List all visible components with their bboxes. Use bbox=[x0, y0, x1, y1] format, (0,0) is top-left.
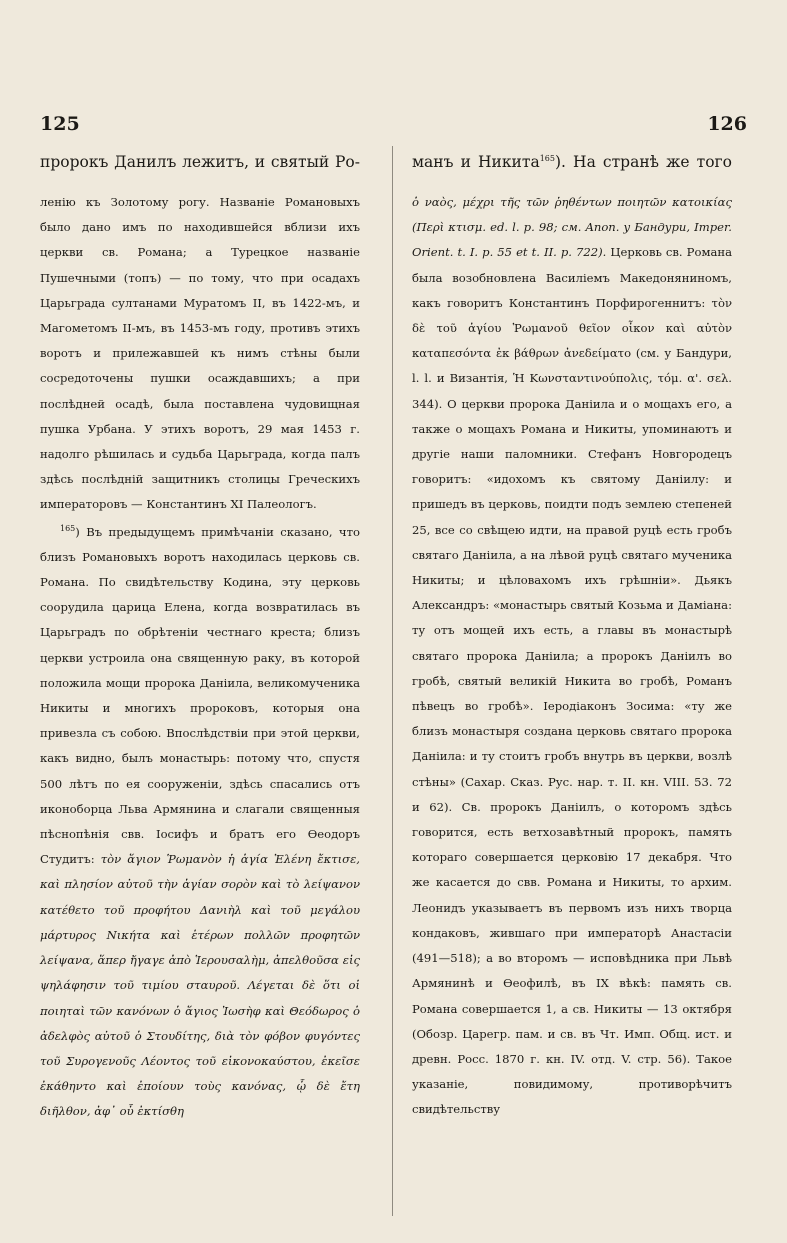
right-lead-a: манъ и Никита bbox=[412, 153, 540, 171]
left-footnote-paragraph bbox=[40, 520, 360, 1125]
right-lead-sup: 165 bbox=[539, 153, 555, 163]
column-divider bbox=[392, 146, 393, 1216]
right-paragraph-text: Церковь св. Романа была возобновлена Василіемъ Македоняниномъ, какъ говоритъ Константинъ Порфирогеннитъ: τὸν δὲ τοῦ ἁγίου Ῥωμανοῦ θεῖον οἶκον καὶ αὐτὸν καταπεσόντα ἐκ βάθρων ἀνεδείματο (см. у Бандури, l. l. и Византія, Ἡ Κωνσταντινούπολις, τόμ. α'. σελ. 344). О церкви пророка Даніила и о мощахъ его, а также о мощахъ Романа и Никиты, упоминаютъ и другіе наши паломники. Стефанъ Новгородецъ говоритъ: «идохомъ къ святому Даніилу: и пришедъ въ церковь, поидти подъ землею степеней 25, все со свѣщею идти, на правой руцѣ есть гробъ святаго Даніила, а на лѣвой руцѣ святаго мученика Никиты; и цѣловахомъ ихъ грѣшніи». Дьякъ Александръ: «монастырь святый Козьма и Даміана: ту отъ мощей ихъ есть, а главы въ монастырѣ святаго пророка Даніила; а пророкъ Даніилъ во гробѣ, святый великій Никита во гробѣ, Романъ пѣвецъ во гробѣ». Іеродіаконъ Зосима: «ту же близъ монастыря создана церковь святаго пророка Даніила: и ту стоитъ гробъ внутрь въ церкви, возлѣ стѣны» (Сахар. Сказ. Рус. нар. т. II. кн. VIII. 53. 72 и 62). Св. пророкъ Даніилъ, о которомъ здѣсь говорится, есть ветхозавѣтный пророкъ, память котораго совершается церковію 17 декабря. Что же касается до свв. Романа и Никиты, то архим. Леонидъ указываетъ въ первомъ изъ нихъ творца кондаковъ, жившаго при императорѣ Анастасіи (491—518); а во второмъ — исповѣдника при Львѣ Армянинѣ и Ѳеофилѣ, въ IX вѣкѣ: память св. Романа совершается 1, а св. Никиты — 13 октября (Обозр. Царегр. пам. и св. въ Чт. Имп. Общ. ист. и древн. Росс. 1870 г. кн. IV. отд. V. стр. 56). Такое указаніе, повидимому, противорѣчитъ свидѣтельству bbox=[412, 245, 733, 1117]
footnote-marker: 165 bbox=[60, 523, 76, 533]
right-lead-b: ). На странѣ же того bbox=[554, 153, 732, 171]
right-paragraph bbox=[412, 190, 732, 1123]
right-greek-quote: ὁ ναὸς, μέχρι τῆς τῶν ῥηθέντων ποιητῶν κατοικίας (Περὶ κτισμ. ed. l. p. 98; см. Anon. у Бандури, Imper. Orient. t. I. p. 55 et t. II. p. 722). bbox=[412, 195, 732, 260]
left-paragraph-2: ) Въ предыдущемъ примѣчаніи сказано, что близъ Романовыхъ воротъ находилась церковь св. Романа. По свидѣтельству Кодина, эту церковь соорудила царица Елена, когда возвратилась въ Царьградъ по обрѣтеніи честнаго креста; близъ церкви устроила она священную раку, въ которой положила мощи пророка Даніила, великомученика Никиты и многихъ пророковъ, которыя она привезла съ собою. Впослѣдствіи при этой церкви, какъ видно, былъ монастырь: потому что, спустя 500 лѣтъ по ея сооруженіи, здѣсь спасались отъ иконоборца Льва Армянина и слагали священныя пѣснопѣнія свв. Іосифъ и братъ его Ѳеодоръ Студитъ: bbox=[40, 524, 360, 867]
left-paragraph-1: ленію къ Золотому рогу. Названіе Романовыхъ было дано имъ по находившейся вблизи ихъ церкви св. Романа; а Турецкое названіе Пушечными (топъ) — по тому, что при осадахъ Царьграда султанами Муратомъ II, въ 1422-мъ, и Магометомъ II-мъ, въ 1453-мъ году, противъ этихъ воротъ и прилежавшей къ нимъ стѣны были сосредоточены пушки осаждавшихъ; а при послѣдней осадѣ, была поставлена чудовищная пушка Урбана. У этихъ воротъ, 29 мая 1453 г. надолго рѣшилась и судьба Царьграда, когда палъ здѣсь послѣдній защитникъ столицы Греческихъ императоровъ — Константинъ XI Палеологъ. bbox=[40, 195, 360, 512]
left-page-number: 125 bbox=[40, 113, 80, 135]
left-lead-line: пророкъ Данилъ лежитъ, и святый Ро- bbox=[40, 153, 360, 171]
left-column bbox=[40, 150, 360, 1125]
right-page-number: 126 bbox=[707, 113, 747, 135]
right-lead-line bbox=[412, 150, 732, 174]
right-column bbox=[412, 150, 732, 1123]
left-greek-quote: τὸν ἅγιον Ῥωμανὸν ἡ ἁγία Ἑλένη ἔκτισε, καὶ πλησίον αὐτοῦ τὴν ἁγίαν σορὸν καὶ τὸ λείψανον κατέθετο τοῦ προφήτου Δανιὴλ καὶ τοῦ μεγάλου μάρτυρος Νικήτα καὶ ἑτέρων πολλῶν προφητῶν λείψανα, ἅπερ ἤγαγε ἀπὸ Ἱερουσαλὴμ, ἀπελθοῦσα εἰς ψηλάφησιν τοῦ τιμίου σταυροῦ. Λέγεται δὲ ὅτι οἱ ποιηταὶ τῶν κανόνων ὁ ἅγιος Ἰωσὴφ καὶ Θεόδωρος ὁ ἀδελφὸς αὐτοῦ ὁ Στουδίτης, διὰ τὸν φόβον φυγόντες τοῦ Συρογενοῦς Λέοντος τοῦ εἰκονοκαύστου, ἐκεῖσε ἐκάθηντο καὶ ἐποίουν τοὺς κανόνας, ᾧ δὲ ἔτη διῆλθον, ἀφ᾽ οὗ ἐκτίσθη bbox=[40, 852, 360, 1119]
